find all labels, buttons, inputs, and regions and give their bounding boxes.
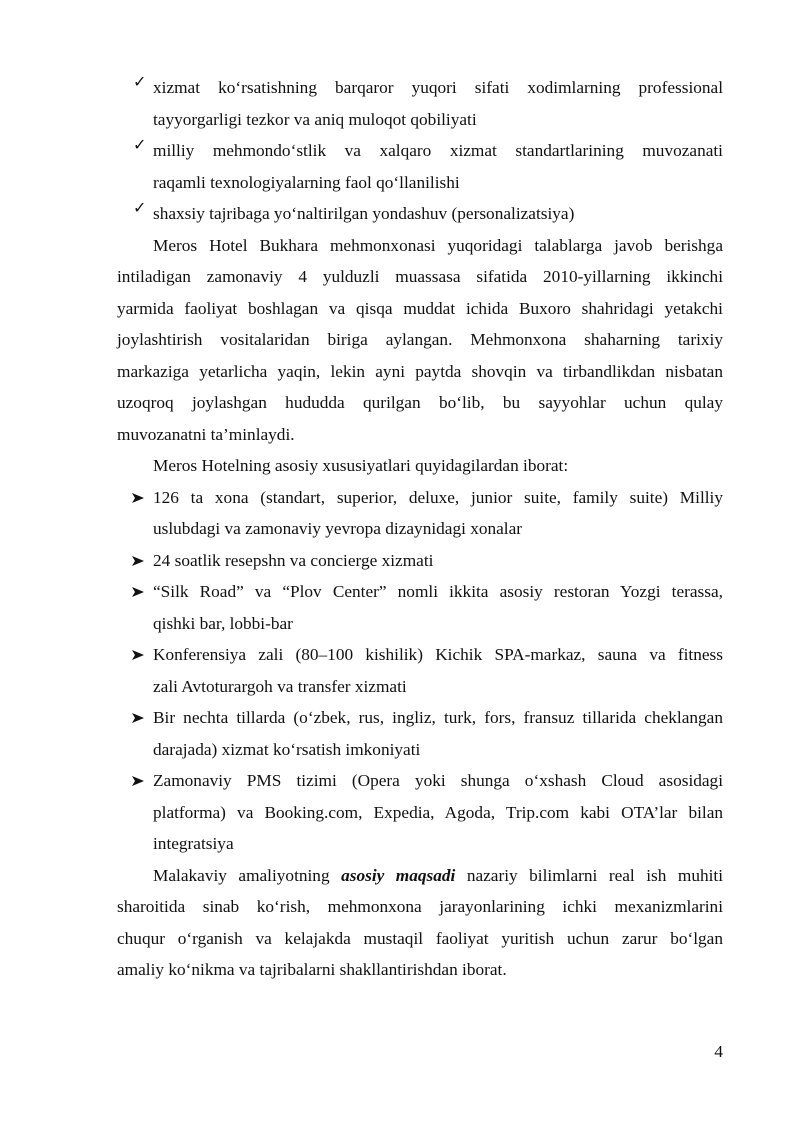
text-line: muvozanatni ta’minlaydi. xyxy=(117,424,295,444)
list-item xyxy=(117,482,723,545)
text-line: “Silk Road” va “Plov Center” nomli ikkita asosiy restoran Yozgi terassa, xyxy=(153,582,723,601)
checklist-item xyxy=(117,198,723,230)
text-line: joylashtirish vositalaridan biriga aylangan. Mehmonxona shaharning tarixiy xyxy=(117,330,723,349)
text-line: integratsiya xyxy=(153,834,234,853)
check-mark-icon: ✓ xyxy=(133,72,147,91)
text-line: raqamli texnologiyalarning faol qo‘llanilishi xyxy=(153,172,460,192)
text-line: shaxsiy tajribaga yo‘naltirilgan yondashuv (personalizatsiya) xyxy=(153,204,575,223)
arrow-bullet-icon xyxy=(131,639,151,671)
text-line: zali Avtoturargoh va transfer xizmati xyxy=(153,676,407,696)
page-number: 4 xyxy=(714,1042,723,1061)
text-line: Meros Hotelning asosiy xususiyatlari quyidagilardan iborat: xyxy=(153,456,569,475)
feature-list xyxy=(117,482,723,860)
arrow-bullet-icon xyxy=(131,765,151,797)
text-line: 24 soatlik resepshn va concierge xizmati xyxy=(153,550,434,570)
arrow-bullet-icon xyxy=(131,545,151,577)
list-item xyxy=(117,765,723,860)
arrow-bullet-icon xyxy=(131,576,151,608)
text-line: uzoqroq joylashgan hududda qurilgan bo‘lib, bu sayyohlar uchun qulay xyxy=(117,393,723,412)
text-line: tayyorgarligi tezkor va aniq muloqot qobiliyati xyxy=(153,109,477,129)
text-line: chuqur o‘rganish va kelajakda mustaqil faoliyat yuritish uchun zarur bo‘lgan xyxy=(117,928,723,948)
text-run: nazariy bilimlarni real ish muhiti xyxy=(455,865,724,885)
text-line: sharoitida sinab ko‘rish, mehmonxona jarayonlarining ichki mexanizmlarini xyxy=(117,897,723,916)
check-mark-icon: ✓ xyxy=(133,198,147,217)
paragraph-hotel-description xyxy=(117,230,723,451)
checklist-item xyxy=(117,72,723,135)
list-item xyxy=(117,576,723,639)
checklist-item xyxy=(117,135,723,198)
list-item xyxy=(117,545,723,577)
text-line: markaziga yetarlicha yaqin, lekin ayni paytda shovqin va tirbandlikdan nisbatan xyxy=(117,361,723,381)
text-line xyxy=(117,860,723,892)
text-line: uslubdagi va zamonaviy yevropa dizaynidagi xonalar xyxy=(153,519,523,538)
text-line: intiladigan zamonaviy 4 yulduzli muassasa sifatida 2010-yillarning ikkinchi xyxy=(117,267,723,286)
text-line: darajada) xizmat ko‘rsatish imkoniyati xyxy=(153,739,421,759)
check-mark-icon: ✓ xyxy=(133,135,147,154)
arrow-bullet-icon xyxy=(131,702,151,734)
text-line: yarmida faoliyat boshlagan va qisqa muddat ichida Buxoro shahridagi yetakchi xyxy=(117,298,723,318)
text-line: 126 ta xona (standart, superior, deluxe, junior suite, family suite) Milliy xyxy=(153,487,723,507)
text-run: Malakaviy amaliyotning xyxy=(153,865,342,885)
arrow-bullet-icon xyxy=(131,482,151,514)
text-line: Bir nechta tillarda (o‘zbek, rus, ingliz, turk, fors, fransuz tillarida cheklangan xyxy=(153,708,723,727)
list-item xyxy=(117,639,723,702)
emphasis-text: asosiy maqsadi xyxy=(341,865,456,885)
text-line: Zamonaviy PMS tizimi (Opera yoki shunga o‘xshash Cloud asosidagi xyxy=(153,771,723,790)
text-line: platforma) va Booking.com, Expedia, Agoda, Trip.com kabi OTA’lar bilan xyxy=(153,802,723,822)
text-line: Meros Hotel Bukhara mehmonxonasi yuqoridagi talablarga javob berishga xyxy=(153,235,723,255)
text-line: Konferensiya zali (80–100 kishilik) Kichik SPA-markaz, sauna va fitness xyxy=(153,645,723,664)
text-line: milliy mehmondo‘stlik va xalqaro xizmat standartlarining muvozanati xyxy=(153,141,723,160)
text-line: qishki bar, lobbi-bar xyxy=(153,613,293,633)
features-intro xyxy=(117,450,723,482)
text-line: amaliy ko‘nikma va tajribalarni shakllantirishdan iborat. xyxy=(117,960,507,979)
checklist xyxy=(117,72,723,230)
text-line: xizmat ko‘rsatishning barqaror yuqori sifati xodimlarning professional xyxy=(153,78,723,97)
list-item xyxy=(117,702,723,765)
paragraph-practice-goal xyxy=(117,860,723,986)
